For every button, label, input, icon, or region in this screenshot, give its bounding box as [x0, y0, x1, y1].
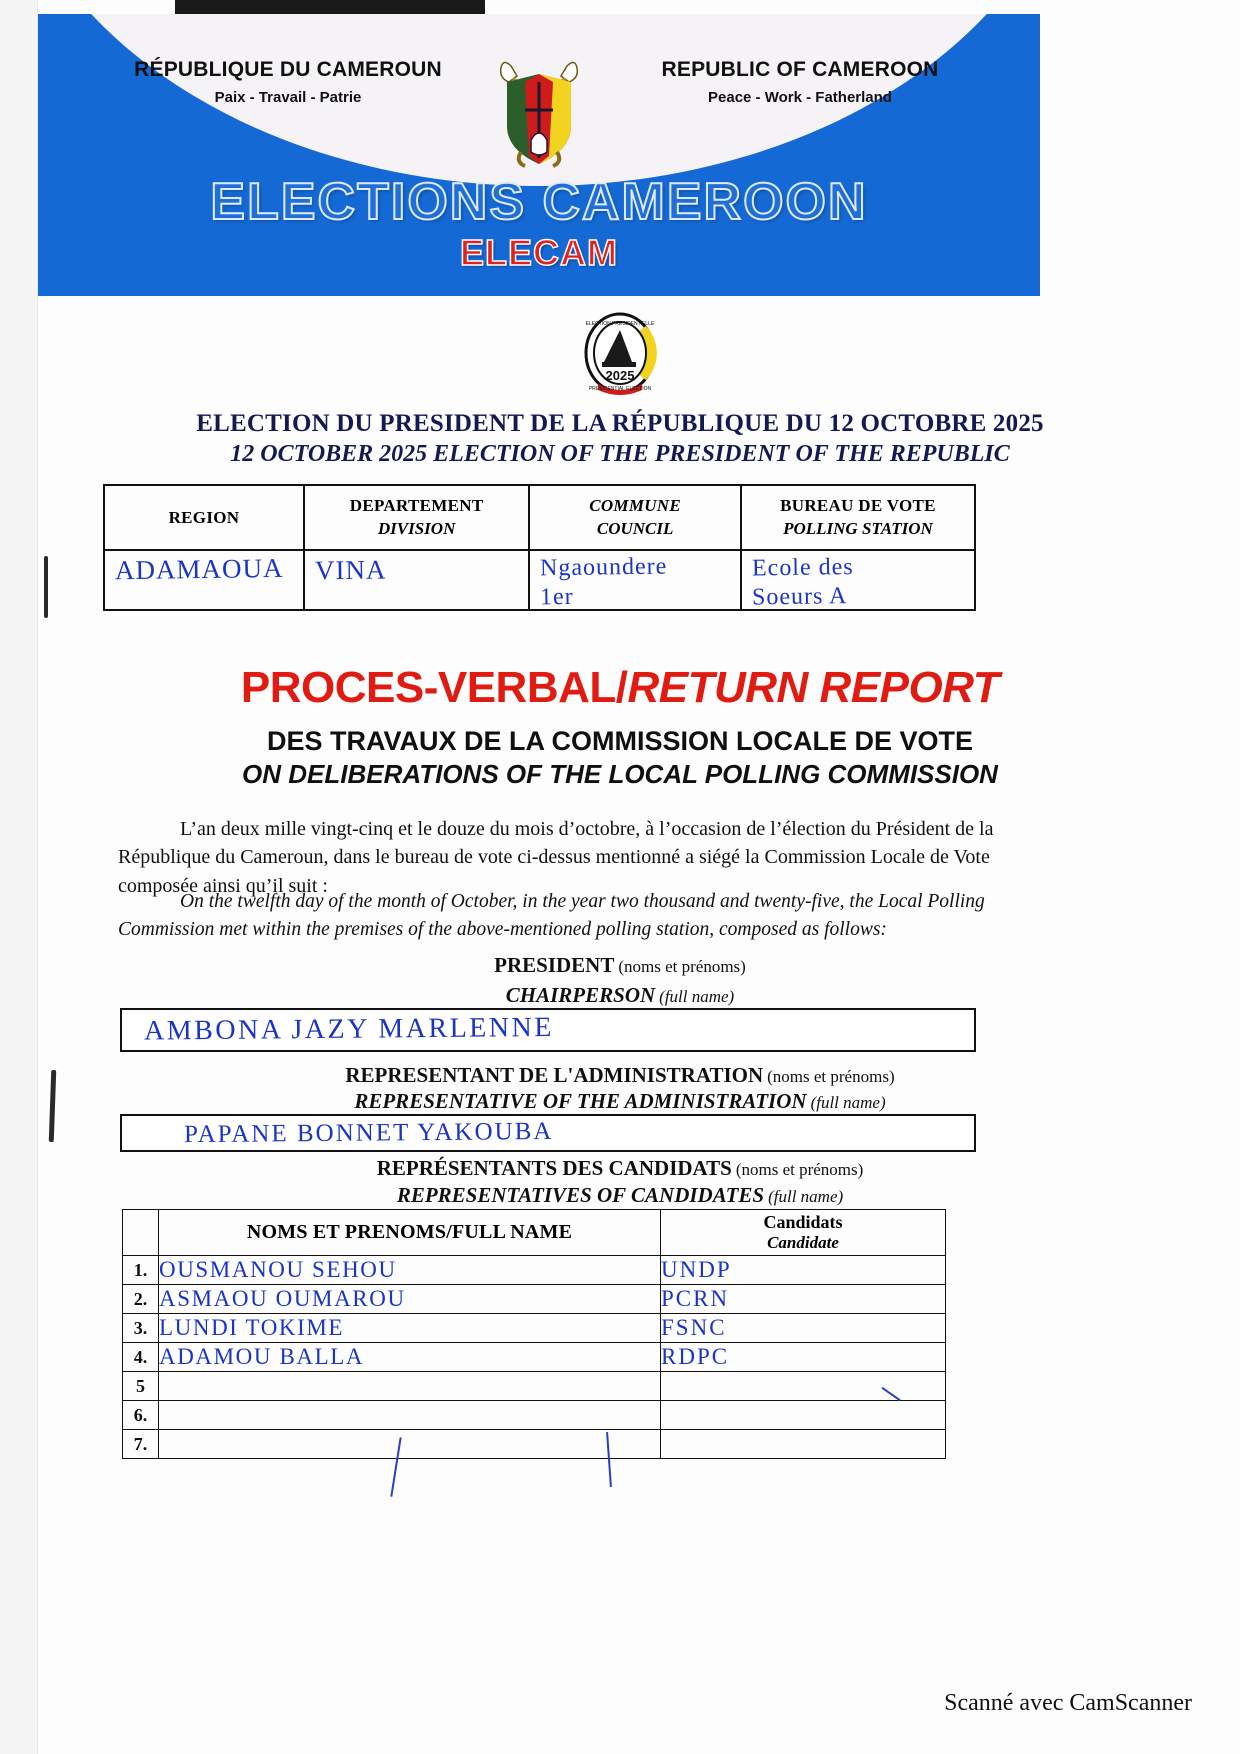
row-number: 5 — [123, 1372, 159, 1401]
camscanner-watermark: Scanné avec CamScanner — [944, 1690, 1192, 1716]
cell-polling-station[interactable] — [741, 550, 975, 610]
location-header-row — [104, 485, 975, 550]
location-value-row — [104, 550, 975, 610]
president-label-en: CHAIRPERSON (full name) — [505, 983, 735, 1007]
candidate-representatives-table — [122, 1209, 946, 1459]
header-region: REGION — [104, 485, 304, 550]
representative-name — [159, 1372, 661, 1401]
elecam-banner — [38, 14, 1040, 296]
table-row[interactable] — [123, 1343, 946, 1372]
table-row[interactable] — [123, 1372, 946, 1401]
president-name-field[interactable] — [120, 1008, 976, 1052]
administration-label-en: REPRESENTATIVE OF THE ADMINISTRATION (full name) — [354, 1089, 886, 1113]
table-row[interactable] — [123, 1430, 946, 1459]
election-title-french: ELECTION DU PRESIDENT DE LA RÉPUBLIQUE DU 12 OCTOBRE 2025 — [196, 410, 1044, 437]
organisation-name: ELECTIONS CAMEROON — [210, 173, 868, 231]
svg-text:ELECTION PRESIDENTIELLE: ELECTION PRESIDENTIELLE — [585, 321, 655, 327]
organisation-acronym: ELECAM — [460, 232, 618, 273]
header-polling-station: BUREAU DE VOTE POLLING STATION — [741, 485, 975, 550]
representative-name — [159, 1430, 661, 1459]
candidate-party: FSNC — [661, 1314, 946, 1343]
report-body-french: L’an deux mille vingt-cinq et le douze du mois d’octobre, à l’occasion de l’élection du Président de la République du Cameroun, dans le bureau de vote ci-dessus mentionné a siégé la Commission Locale de Vote composée ainsi qu’il suit : — [118, 818, 994, 897]
handwritten-council-line2: 1er — [540, 584, 575, 611]
country-motto-fr: Paix - Travail - Patrie — [214, 89, 362, 106]
report-heading-fr: PROCES-VERBAL — [240, 663, 616, 712]
report-heading-separator: / — [615, 663, 628, 712]
row-number: 4. — [123, 1343, 159, 1372]
table-row[interactable] — [123, 1314, 946, 1343]
svg-text:2025: 2025 — [605, 368, 635, 383]
table-row[interactable] — [123, 1285, 946, 1314]
report-subtitle-fr: DES TRAVAUX DE LA COMMISSION LOCALE DE VOTE — [266, 726, 974, 756]
row-number: 2. — [123, 1285, 159, 1314]
country-name-en: REPUBLIC OF CAMEROON — [661, 58, 939, 81]
report-subtitle-en: ON DELIBERATIONS OF THE LOCAL POLLING COMMISSION — [242, 759, 998, 789]
country-motto-en: Peace - Work - Fatherland — [708, 89, 892, 106]
representative-name: ADAMOU BALLA — [159, 1343, 661, 1372]
handwritten-council-line1: Ngaoundere — [540, 553, 668, 582]
handwritten-polling-line1: Ecole des — [751, 554, 854, 582]
handwritten-division: VINA — [314, 554, 387, 586]
report-heading-en: RETURN REPORT — [627, 663, 1000, 712]
country-name-fr: RÉPUBLIQUE DU CAMEROUN — [134, 58, 442, 81]
scan-left-edge — [0, 0, 38, 1754]
row-number: 1. — [123, 1256, 159, 1285]
candidates-header-row — [123, 1210, 946, 1256]
cell-council[interactable] — [529, 550, 741, 610]
header-full-name: NOMS ET PRENOMS/FULL NAME — [159, 1210, 661, 1256]
administration-name-field[interactable] — [120, 1114, 976, 1152]
candidate-party: PCRN — [661, 1285, 946, 1314]
cameroon-coat-of-arms-icon — [491, 48, 587, 168]
representative-name: OUSMANOU SEHOU — [159, 1256, 661, 1285]
table-row[interactable] — [123, 1256, 946, 1285]
scan-artifact-mark — [44, 556, 48, 618]
administration-label-fr: REPRESENTANT DE L'ADMINISTRATION (noms et prénoms) — [345, 1063, 895, 1087]
representative-name — [159, 1401, 661, 1430]
president-label-fr: PRESIDENT (noms et prénoms) — [494, 953, 746, 977]
handwritten-president-name: AMBONA JAZY MARLENNE — [143, 1011, 554, 1047]
header-division: DEPARTEMENT DIVISION — [304, 485, 529, 550]
table-row[interactable] — [123, 1401, 946, 1430]
header-council: COMMUNE COUNCIL — [529, 485, 741, 550]
header-candidate: Candidats Candidate — [661, 1210, 946, 1256]
handwritten-polling-line2: Soeurs A — [751, 583, 848, 611]
report-body-english: On the twelfth day of the month of October, in the year two thousand and twenty-five, the Local Polling Commission met within the premises of the above-mentioned polling station, composed as follows: — [118, 891, 985, 941]
candidate-party: RDPC — [661, 1343, 946, 1372]
header-row-number — [123, 1210, 159, 1256]
cell-region[interactable] — [104, 550, 304, 610]
candidate-party: UNDP — [661, 1256, 946, 1285]
country-heading-english — [610, 58, 990, 106]
handwritten-region: ADAMAOUA — [114, 552, 284, 586]
presidential-election-seal-icon — [574, 312, 666, 398]
candidate-party — [661, 1401, 946, 1430]
election-title-english: 12 OCTOBER 2025 ELECTION OF THE PRESIDENT OF THE REPUBLIC — [230, 441, 1010, 467]
candidate-party — [661, 1372, 946, 1401]
candidates-rows — [123, 1256, 946, 1459]
svg-text:PRESIDENTIAL ELECTION: PRESIDENTIAL ELECTION — [588, 386, 652, 392]
polling-location-table — [103, 484, 976, 611]
handwritten-administration-name: PAPANE BONNET YAKOUBA — [183, 1117, 554, 1149]
cell-division[interactable] — [304, 550, 529, 610]
representative-name: ASMAOU OUMAROU — [159, 1285, 661, 1314]
country-heading-french — [98, 58, 478, 106]
row-number: 7. — [123, 1430, 159, 1459]
representative-name: LUNDI TOKIME — [159, 1314, 661, 1343]
candidates-label-fr: REPRÉSENTANTS DES CANDIDATS (noms et prénoms) — [376, 1156, 864, 1180]
candidate-party — [661, 1430, 946, 1459]
scan-top-edge — [175, 0, 485, 14]
row-number: 6. — [123, 1401, 159, 1430]
report-heading — [0, 663, 1240, 713]
row-number: 3. — [123, 1314, 159, 1343]
candidates-label-en: REPRESENTATIVES OF CANDIDATES (full name) — [396, 1183, 844, 1207]
